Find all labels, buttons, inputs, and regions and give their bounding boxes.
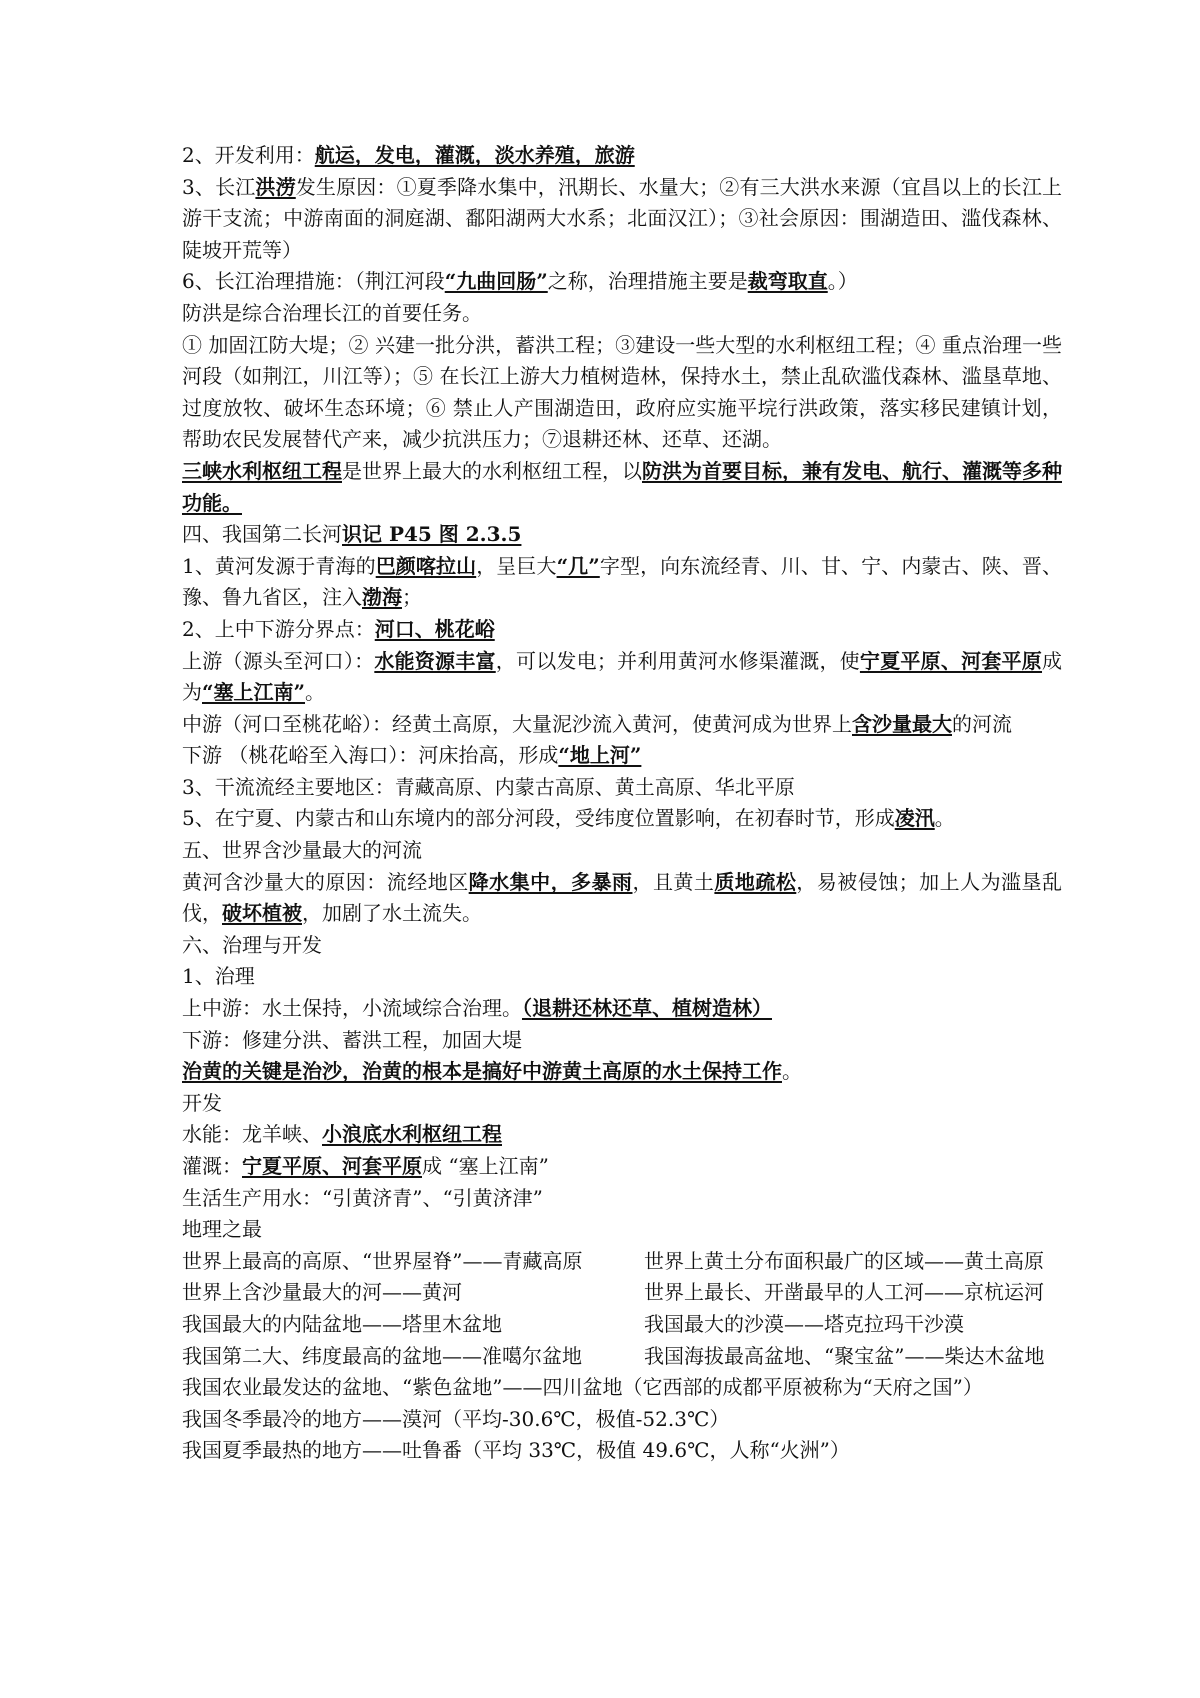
text: 水能：龙羊峡、 [182,1122,322,1147]
three-gorges-term: 三峡水利枢纽工程 [182,458,342,483]
superlative-right: 我国海拔最高盆地、“聚宝盆”——柴达木盆地 [644,1343,1045,1368]
superlative-left: 我国第二大、纬度最高的盆地——准噶尔盆地 [182,1343,582,1368]
superlative-left: 世界上最高的高原、“世界屋脊”——青藏高原 [182,1248,583,1273]
key-governance-term: 治黄的关键是治沙，治黄的根本是搞好中游黄土高原的水土保持工作 [182,1059,782,1084]
superlative-row [182,1246,1062,1278]
sediment-cause-paragraph [182,867,1062,930]
max-sediment-term: 含沙量最大 [852,711,952,736]
text: 3、长江 [182,174,256,199]
superlative-row [182,1341,1062,1373]
text: ，易被侵蚀；加上人为滥垦乱伐， [182,869,1063,926]
lower-governance-line [182,1025,1062,1057]
text: ① 加固江防大堤；② 兴建一批分洪，蓄洪工程；③建设一些大型的水利枢纽工程；④ 重点治理一些河段（如荆江，川江等）；⑤ 在长江上游大力植树造林，保持水土，禁止乱砍滥伐森林、滥垦草地、过度放牧、破坏生态环境；⑥ 禁止人产围湖造田，政府应实施平垸行洪政策，落实移民建镇计划，帮助农民发展替代产来，减少抗洪压力；⑦退耕还林、还草、还湖。 [182,332,1062,452]
text: 2、开发利用： [182,143,315,167]
text: 5、在宁夏、内蒙古和山东境内的部分河段，受纬度位置影响，在初春时节，形成 [182,806,895,831]
text: 1、治理 [182,964,255,989]
text: 上中游：水土保持，小流域综合治理。 [182,996,522,1021]
tail-line [182,1372,1062,1404]
three-gorges-paragraph [182,456,1062,519]
flood-term: 洪涝 [255,174,296,199]
water-supply-line [182,1183,1062,1215]
superlative-row [182,1309,1062,1341]
ji-shape-term: “几” [556,553,600,578]
superlative-left: 世界上含沙量最大的河——黄河 [182,1280,462,1305]
upper-reach-paragraph [182,646,1062,709]
text: 。） [827,269,858,294]
figure-ref: 识记 P45 图 2.3.5 [342,522,522,547]
text: ； [402,585,422,610]
key-governance-line [182,1056,1062,1088]
yangtze-measures-line [182,266,1062,298]
text: 。 [305,680,326,705]
elevated-river-term: “地上河” [558,743,642,768]
bayan-har-term: 巴颜喀拉山 [375,553,477,578]
section-5-heading [182,835,1062,867]
section-4-heading [182,519,1062,551]
irrigation-line [182,1151,1062,1183]
bohai-term: 渤海 [362,585,402,610]
superlatives-heading [182,1214,1062,1246]
text: 。 [782,1059,802,1084]
superlative-left: 我国最大的内陆盆地——塔里木盆地 [182,1311,502,1336]
ice-flood-term: 凌汛 [894,806,935,831]
reforestation-term: （退耕还林还草、植树造林） [522,996,772,1021]
middle-reach-paragraph [182,709,1062,741]
upper-middle-governance-line [182,993,1062,1025]
text: 中游（河口至桃花峪）：经黄土高原，大量泥沙流入黄河，使黄河成为世界上 [182,711,852,736]
yellow-river-source-paragraph [182,551,1062,614]
text: 下游 （桃花峪至入海口）：河床抬高，形成 [182,743,559,768]
text: 是世界上最大的水利枢纽工程，以 [342,458,642,483]
south-of-frontier-term: “塞上江南” [202,680,306,705]
text: 字型，向东流经青、川、甘、宁、内蒙古、陕、晋、豫、鲁九省区，注入 [182,553,1063,610]
superlative-row [182,1277,1062,1309]
text: ，加剧了水土流失。 [302,901,482,926]
three-gorges-functions: 防洪为首要目标，兼有发电、航行、灌溉等多种功能。 [182,458,1062,515]
text: ，呈巨大 [476,553,557,578]
lower-reach-line [182,740,1062,772]
text: 我国夏季最热的地方——吐鲁番（平均 33℃，极值 49.6℃，人称“火洲”） [182,1438,850,1463]
dev-use-items: 航运，发电，灌溉，淡水养殖，旅游 [314,143,635,167]
division-points-line [182,614,1062,646]
text: 五、世界含沙量最大的河流 [182,838,422,863]
text: 地理之最 [182,1217,262,1242]
text: 。 [934,806,955,831]
development-heading [182,1088,1062,1120]
tail-line [182,1435,1062,1467]
text: 黄河含沙量大的原因：流经地区 [182,869,469,894]
flood-cause-paragraph [182,172,1062,267]
superlative-right: 世界上最长、开凿最早的人工河——京杭运河 [644,1280,1044,1305]
dev-use-line [182,140,1062,172]
text: 我国农业最发达的盆地、“紫色盆地”——四川盆地（它西部的成都平原被称为“天府之国”） [182,1375,983,1400]
text: 灌溉： [182,1154,242,1178]
vegetation-term: 破坏植被 [222,901,302,926]
text: 成 “塞上江南” [422,1154,549,1178]
plains-term: 宁夏平原、河套平原 [242,1154,422,1178]
text: 四、我国第二长河 [182,522,342,547]
division-points: 河口、桃花峪 [374,616,495,641]
ice-flood-line [182,803,1062,835]
xiaolangdi-term: 小浪底水利枢纽工程 [322,1122,502,1147]
hydropower-term: 水能资源丰富 [374,648,496,673]
superlative-right: 我国最大的沙漠——塔克拉玛干沙漠 [644,1311,964,1336]
text: 防洪是综合治理长江的首要任务。 [182,300,482,325]
text: 生活生产用水：“引黄济青”、“引黄济津” [182,1185,543,1210]
text: ，且黄土 [632,869,715,894]
document-page [182,140,1062,1467]
measures-list-paragraph [182,330,1062,456]
text: 成为 [182,648,1063,705]
governance-heading [182,961,1062,993]
trunk-regions-line [182,772,1062,804]
text: 3、干流流经主要地区：青藏高原、内蒙古高原、黄土高原、华北平原 [182,774,795,799]
plains-term: 宁夏平原、河套平原 [859,648,1043,673]
hydropower-line [182,1119,1062,1151]
section-6-heading [182,930,1062,962]
text: 6、长江治理措施：（荆江河段 [182,269,445,294]
loose-soil-term: 质地疏松 [714,869,797,894]
text: 1、黄河发源于青海的 [182,553,376,578]
text: 开发 [182,1090,222,1115]
nine-bends-term: “九曲回肠” [444,269,548,294]
text: 2、上中下游分界点： [182,616,375,641]
straightening-term: 裁弯取直 [747,269,828,294]
text: ，可以发电；并利用黄河水修渠灌溉，使 [495,648,860,673]
rain-term: 降水集中，多暴雨 [468,869,633,894]
text: 之称，治理措施主要是 [547,269,748,294]
text: 下游：修建分洪、蓄洪工程，加固大堤 [182,1027,522,1052]
flood-priority-line [182,298,1062,330]
text: 我国冬季最冷的地方——漠河（平均-30.6℃，极值-52.3℃） [182,1406,730,1431]
text: 发生原因：①夏季降水集中，汛期长、水量大；②有三大洪水来源（宜昌以上的长江上游干支流；中游南面的洞庭湖、鄱阳湖两大水系；北面汉江）；③社会原因：围湖造田、滥伐森林、陡坡开荒等） [182,174,1063,262]
text: 上游（源头至河口）： [182,648,375,673]
tail-line [182,1404,1062,1436]
superlative-right: 世界上黄土分布面积最广的区域——黄土高原 [644,1248,1044,1273]
text: 六、治理与开发 [182,932,322,957]
text: 的河流 [952,711,1012,736]
